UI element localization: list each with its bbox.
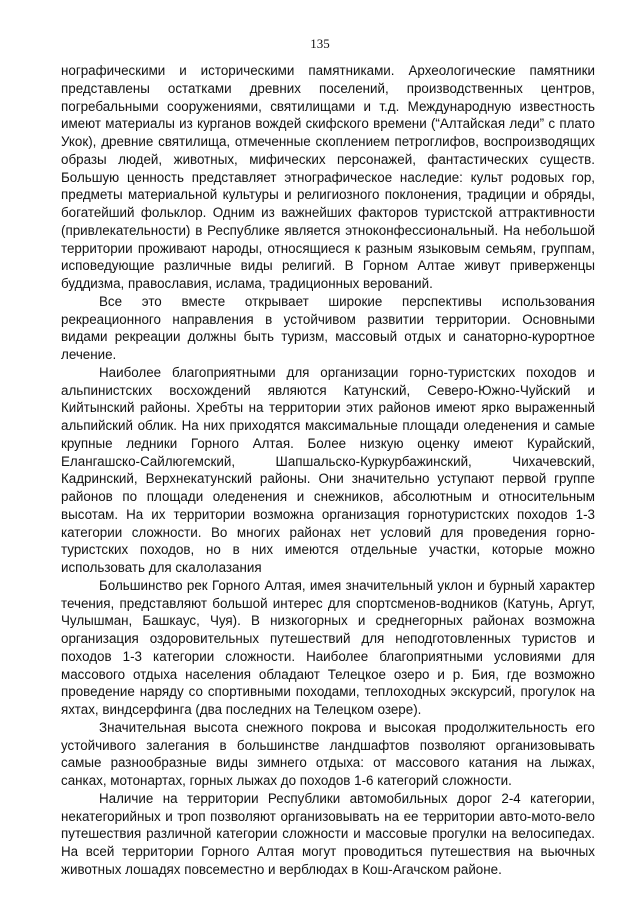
paragraph: Наличие на территории Республики автомобильных дорог 2-4 категории, некатегорийных и троп позволяют организовывать на ее территории авто-мото-вело путешествия различной категории сложности и массовые прогулки на велосипедах. На всей территории Горного Алтая могут проводиться путешествия на вьючных животных лошадях повсеместно и верблюдах в Кош-Агачском районе. [61, 790, 595, 877]
paragraph: нографическими и историческими памятниками. Археологические памятники представлены остатками древних поселений, производственных центров, погребальными сооружениями, святилищами и т.д. Международную известность имеют материалы из курганов вождей скифского времени (“Алтайская леди” с плато Укок), древние святилища, отмеченные скоплением петроглифов, воспроизводящих образы людей, животных, мифических персонажей, фантастических существ. Большую ценность представляет этнографическое наследие: культ родовых гор, предметы материальной культуры и религиозного поклонения, традиции и обряды, богатейший фольклор. Одним из важнейших факторов туристской аттрактивности (привлекательности) в Республике является этноконфессиональный. На небольшой территории проживают народы, относящиеся к разным языковым семьям, группам, исповедующие различные виды религий. В Горном Алтае живут приверженцы буддизма, православия, ислама, традиционных верований. [61, 63, 595, 291]
paragraph: Большинство рек Горного Алтая, имея значительный уклон и бурный характер течения, представляют большой интерес для спортсменов-водников (Катунь, Аргут, Чулышман, Башкаус, Чуя). В низкогорных и среднегорных районах возможна организация оздоровительных путешествий для неподготовленных туристов и походов 1-3 категории сложности. Наиболее благоприятными условиями для массового отдыха населения обладают Телецкое озеро и р. Бия, где возможно проведение наряду со спортивными походами, теплоходных экскурсий, прогулок на яхтах, виндсерфинга (два последних на Телецком озере). [61, 577, 595, 717]
paragraph: Все это вместе открывает широкие перспективы использования рекреационного направления в устойчивом развитии территории. Основными видами рекреации должны быть туризм, массовый отдых и санаторно-курортное лечение. [61, 293, 595, 362]
paragraph: Значительная высота снежного покрова и высокая продолжительность его устойчивого залегания в большинстве ландшафтов позволяют организовывать самые разнообразные виды зимнего отдыха: от массового катания на лыжах, санках, мотонартах, горных лыжах до походов 1-6 категорий сложности. [61, 719, 595, 788]
page-number: 135 [310, 36, 330, 51]
paragraph: Наиболее благоприятными для организации горно-туристских походов и альпинистских восхождений являются Катунский, Северо-Южно-Чуйский и Кийтынский районы. Хребты на территории этих районов имеют ярко выраженный альпийский облик. На них приходятся максимальные площади оледенения и самые крупные ледники Горного Алтая. Более низкую оценку имеют Курайский, Елангашско-Сайлюгемский, Шапшальско-Куркурбажинский, Чихачевский, Кадринский, Верхнекатунский районы. Они значительно уступают первой группе районов по площади оледенения и снежников, абсолютным и относительным высотам. На их территории возможна организация горнотуристских походов 1-3 категории сложности. Во многих районах нет условий для проведения горно-туристских походов, но в них имеются отдельные участки, которые можно использовать для скалолазания [61, 364, 595, 575]
body-text [61, 62, 595, 879]
